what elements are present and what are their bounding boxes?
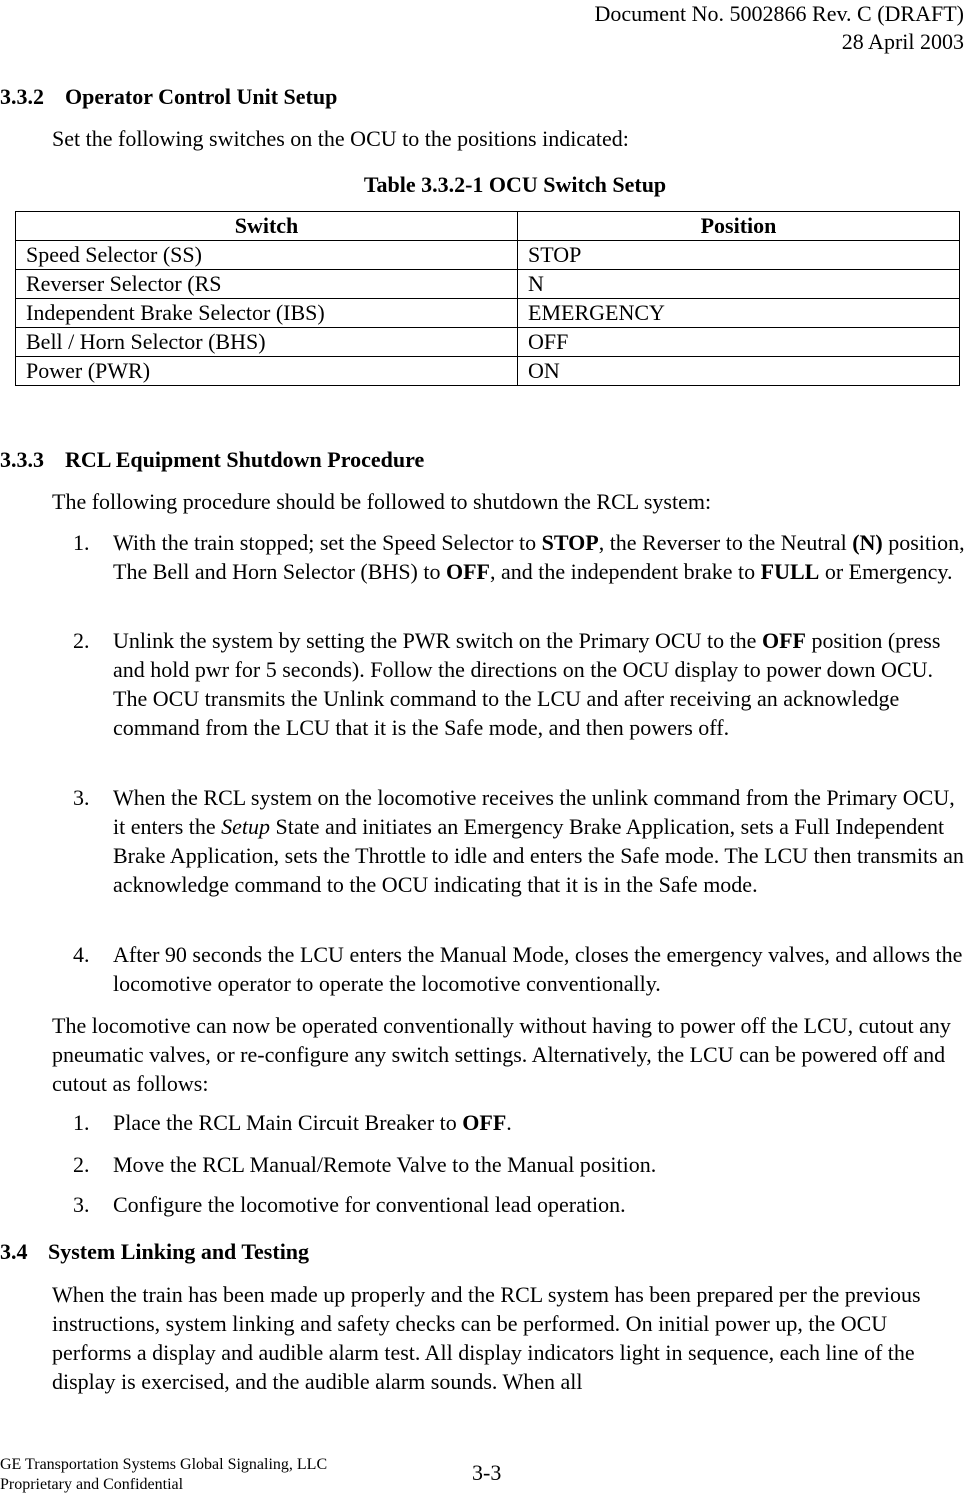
- list-number: 4.: [73, 942, 90, 967]
- list-item: [73, 1150, 971, 1179]
- ocu-switch-table: [15, 211, 960, 386]
- position-cell: N: [518, 270, 960, 299]
- section-3-3-3-paragraph: The locomotive can now be operated conventionally without having to power off the LCU, cutout any pneumatic valves, or re-configure any switch settings. Alternatively, the LCU can be powered off and cutout as follows:: [52, 1013, 951, 1096]
- list-item: [73, 783, 971, 899]
- step-text: or Emergency.: [819, 559, 953, 584]
- table-row: [16, 328, 960, 357]
- list-number: 2.: [73, 1152, 90, 1177]
- section-title: Operator Control Unit Setup: [65, 84, 338, 109]
- list-item: [73, 940, 971, 998]
- switch-cell: Independent Brake Selector (IBS): [16, 299, 518, 328]
- table-row: [16, 299, 960, 328]
- table-caption: Table 3.3.2-1 OCU Switch Setup: [363, 172, 667, 197]
- switch-cell: Power (PWR): [16, 357, 518, 386]
- step-text: Unlink the system by setting the PWR switch on the Primary OCU to the: [113, 628, 762, 653]
- section-3-3-3-heading: [0, 447, 424, 473]
- section-title: System Linking and Testing: [48, 1239, 310, 1264]
- step-text: , the Reverser to the Neutral: [598, 530, 853, 555]
- section-3-3-2-intro: Set the following switches on the OCU to the positions indicated:: [52, 126, 629, 151]
- list-number: 3.: [73, 785, 90, 810]
- step-text: State and initiates an Emergency Brake Application, sets a Full Independent Brake Application, sets the Throttle to idle and enters the Safe mode. The LCU then transmits an acknowledge command to the OCU indicating that it is in the Safe mode.: [113, 814, 964, 897]
- section-number: 3.4: [0, 1239, 28, 1264]
- step-text: Move the RCL Manual/Remote Valve to the Manual position.: [113, 1152, 657, 1177]
- list-item: [73, 1108, 971, 1137]
- step-text: .: [506, 1110, 512, 1135]
- section-3-3-2-heading: [0, 84, 337, 110]
- list-item: [73, 1190, 971, 1219]
- position-cell: ON: [518, 357, 960, 386]
- section-number: 3.3.2: [0, 84, 44, 109]
- switch-cell: Speed Selector (SS): [16, 241, 518, 270]
- position-cell: EMERGENCY: [518, 299, 960, 328]
- footer-company: GE Transportation Systems Global Signaling, LLC: [0, 1456, 328, 1473]
- list-number: 3.: [73, 1192, 90, 1217]
- step-text: With the train stopped; set the Speed Selector to: [113, 530, 542, 555]
- bold-term: OFF: [761, 628, 806, 653]
- list-number: 1.: [73, 1110, 90, 1135]
- footer-confidential: Proprietary and Confidential: [0, 1476, 184, 1493]
- italic-term: Setup: [221, 814, 271, 839]
- document-date: 28 April 2003: [841, 29, 964, 54]
- step-text: position, The Bell and Horn Selector (BHS) to: [113, 530, 965, 584]
- bold-term: OFF: [462, 1110, 507, 1135]
- list-number: 1.: [73, 530, 90, 555]
- section-title: RCL Equipment Shutdown Procedure: [65, 447, 425, 472]
- step-text: When the RCL system on the locomotive receives the unlink command from the Primary OCU, it enters the: [113, 785, 955, 839]
- section-3-4-heading: [0, 1239, 309, 1265]
- list-number: 2.: [73, 628, 90, 653]
- step-text: After 90 seconds the LCU enters the Manual Mode, closes the emergency valves, and allows the locomotive operator to operate the locomotive conventionally.: [113, 942, 963, 996]
- position-cell: STOP: [518, 241, 960, 270]
- column-header-switch: Switch: [16, 212, 518, 241]
- column-header-position: Position: [518, 212, 960, 241]
- step-text: , and the independent brake to: [490, 559, 761, 584]
- table-row: [16, 241, 960, 270]
- list-item: [73, 528, 971, 586]
- switch-cell: Reverser Selector (RS: [16, 270, 518, 299]
- switch-cell: Bell / Horn Selector (BHS): [16, 328, 518, 357]
- step-text: Configure the locomotive for conventional lead operation.: [113, 1192, 626, 1217]
- bold-term: OFF: [446, 559, 490, 584]
- bold-term: (N): [852, 530, 883, 555]
- section-3-4-body: When the train has been made up properly and the RCL system has been prepared per the previous instructions, system linking and safety checks can be performed. On initial power up, the OCU performs a display and audible alarm test. All display indicators light in sequence, each line of the display is exercised, and the audible alarm sounds. When all: [52, 1282, 921, 1394]
- table-row: [16, 357, 960, 386]
- step-text: Place the RCL Main Circuit Breaker to: [113, 1110, 463, 1135]
- table-row: [16, 270, 960, 299]
- step-text: position (press and hold pwr for 5 seconds). Follow the directions on the OCU display to power down OCU. The OCU transmits the Unlink command to the LCU and after receiving an acknowledge command from the LCU that it is the Safe mode, and then powers off.: [113, 628, 941, 740]
- bold-term: FULL: [760, 559, 820, 584]
- section-number: 3.3.3: [0, 447, 44, 472]
- page-number: 3-3: [472, 1460, 502, 1485]
- bold-term: STOP: [541, 530, 599, 555]
- position-cell: OFF: [518, 328, 960, 357]
- table-header-row: [16, 212, 960, 241]
- list-item: [73, 626, 971, 742]
- section-3-3-3-intro: The following procedure should be followed to shutdown the RCL system:: [52, 489, 712, 514]
- document-number: Document No. 5002866 Rev. C (DRAFT): [594, 1, 964, 26]
